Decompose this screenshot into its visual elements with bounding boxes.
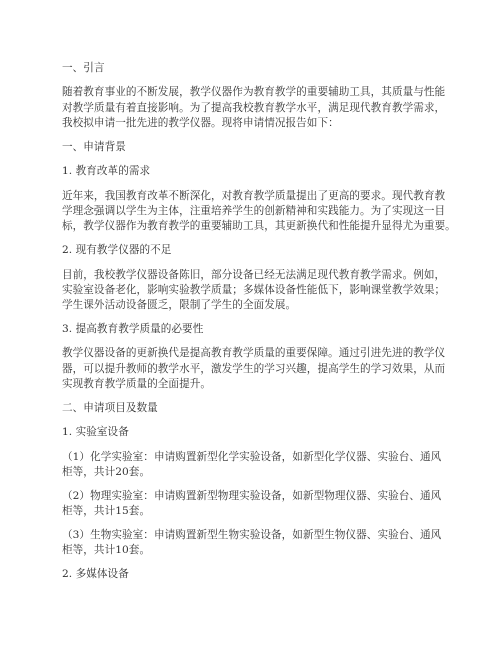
paragraph-line: 标，教学仪器作为教育教学的重要辅助工具，其更新换代和性能提升显得尤为重要。 xyxy=(62,220,456,232)
list-item-physics-lab-cont: 柜等，共计15套。 xyxy=(62,505,151,517)
subheading-necessity: 3. 提高教育教学质量的必要性 xyxy=(62,323,204,335)
paragraph-line: 学理念强调以学生为主体，注重培养学生的创新精神和实践能力。为了实现这一目 xyxy=(62,205,446,217)
paragraph-line: 目前，我校教学仪器设备陈旧，部分设备已经无法满足现代教育教学需求。例如， xyxy=(62,269,446,281)
subheading-multimedia-equipment: 2. 多媒体设备 xyxy=(62,568,129,580)
section-heading-projects: 二、申请项目及数量 xyxy=(62,402,158,414)
section-heading-background: 一、申请背景 xyxy=(62,141,126,153)
paragraph-line: 对教学质量有着直接影响。为了提高我校教育教学水平，满足现代教育教学需求， xyxy=(62,102,446,114)
subheading-existing-shortcomings: 2. 现有教学仪器的不足 xyxy=(62,244,172,256)
paragraph-line: 我校拟申请一批先进的教学仪器。现将申请情况报告如下： xyxy=(62,117,339,129)
paragraph-line: 实验室设备老化，影响实验教学质量；多媒体设备性能低下，影响课堂教学效果； xyxy=(62,284,446,296)
section-heading-introduction: 一、引言 xyxy=(62,62,105,74)
paragraph-line: 器，可以提升教师的教学水平，激发学生的学习兴趣，提高学生的学习效果，从而 xyxy=(62,363,446,375)
subheading-reform-needs: 1. 教育改革的需求 xyxy=(62,165,151,177)
paragraph-line: 近年来，我国教育改革不断深化，对教育教学质量提出了更高的要求。现代教育教 xyxy=(62,190,446,202)
paragraph-line: 教学仪器设备的更新换代是提高教育教学质量的重要保障。通过引进先进的教学仪 xyxy=(62,347,446,359)
subheading-lab-equipment: 1. 实验室设备 xyxy=(62,426,129,438)
paragraph-line: 学生课外活动设备匮乏，限制了学生的全面发展。 xyxy=(62,299,297,311)
list-item-chemistry-lab: （1）化学实验室：申请购置新型化学实验设备，如新型化学仪器、实验台、通风 xyxy=(62,451,442,463)
paragraph-line: 随着教育事业的不断发展，教学仪器作为教育教学的重要辅助工具，其质量与性能 xyxy=(62,86,446,98)
list-item-chemistry-lab-cont: 柜等，共计20套。 xyxy=(62,466,151,478)
list-item-biology-lab-cont: 柜等，共计10套。 xyxy=(62,544,151,556)
list-item-biology-lab: （3）生物实验室：申请购置新型生物实验设备，如新型生物仪器、实验台、通风 xyxy=(62,529,442,541)
list-item-physics-lab: （2）物理实验室：申请购置新型物理实验设备，如新型物理仪器、实验台、通风 xyxy=(62,490,442,502)
paragraph-line: 实现教育教学质量的全面提升。 xyxy=(62,378,212,390)
